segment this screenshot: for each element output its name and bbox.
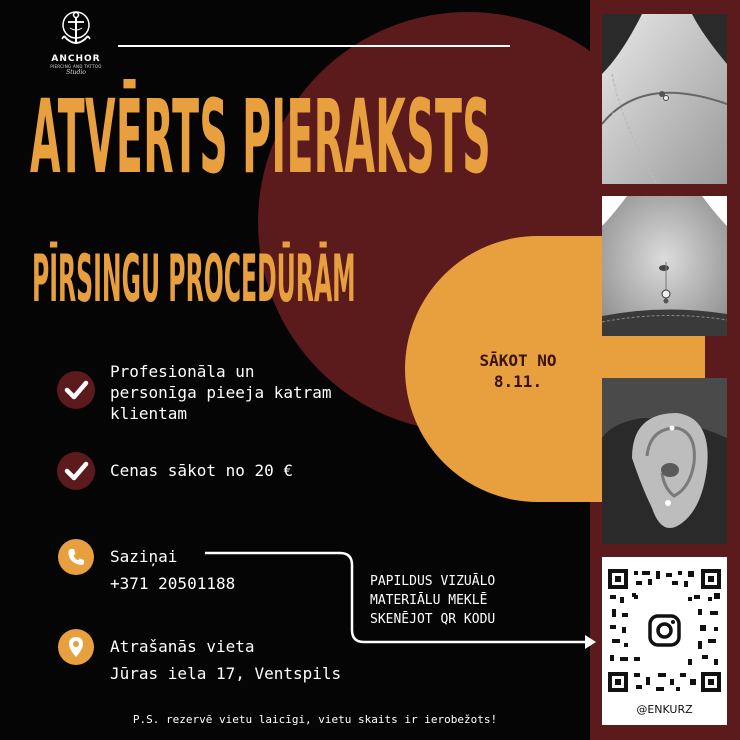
badge-line-2: 8.11. xyxy=(493,372,543,391)
headline-subtitle: PĪRSINGU PROCEDŪRĀM xyxy=(32,240,356,317)
ear-piercing-photo xyxy=(602,378,727,544)
brand-tagline: PIERCING AND TATTOO xyxy=(50,64,102,69)
location-address: Jūras iela 17, Ventspils xyxy=(110,664,342,683)
feature-text: Cenas sākot no 20 € xyxy=(110,461,294,480)
badge-line-1: SĀKOT NO xyxy=(479,351,557,370)
collarbone-piercing-photo xyxy=(602,14,727,184)
brand-name: ANCHOR xyxy=(51,54,101,64)
footer-note: P.S. rezervē vietu laicīgi, vietu skaits ir ierobežots! xyxy=(132,713,498,726)
contact-phone[interactable]: +371 20501188 xyxy=(110,574,236,593)
instagram-handle[interactable]: @ENKURZ xyxy=(636,703,693,716)
qr-card[interactable] xyxy=(602,557,727,725)
qr-code-image[interactable] xyxy=(608,569,721,692)
contact-label: Saziņai xyxy=(110,547,178,566)
headline-title: ATVĒRTS PIERAKSTS xyxy=(30,77,491,197)
location-label: Atrašanās vieta xyxy=(110,637,255,656)
navel-piercing-photo xyxy=(602,196,727,336)
brand-signature: Studio xyxy=(66,69,86,76)
qr-instruction: PAPILDUS VIZUĀLO MATERIĀLU MEKLĒ SKENĒJOT QR KODU xyxy=(370,574,496,627)
feature-text: Profesionāla un personīga pieeja katram klientam xyxy=(110,362,332,423)
